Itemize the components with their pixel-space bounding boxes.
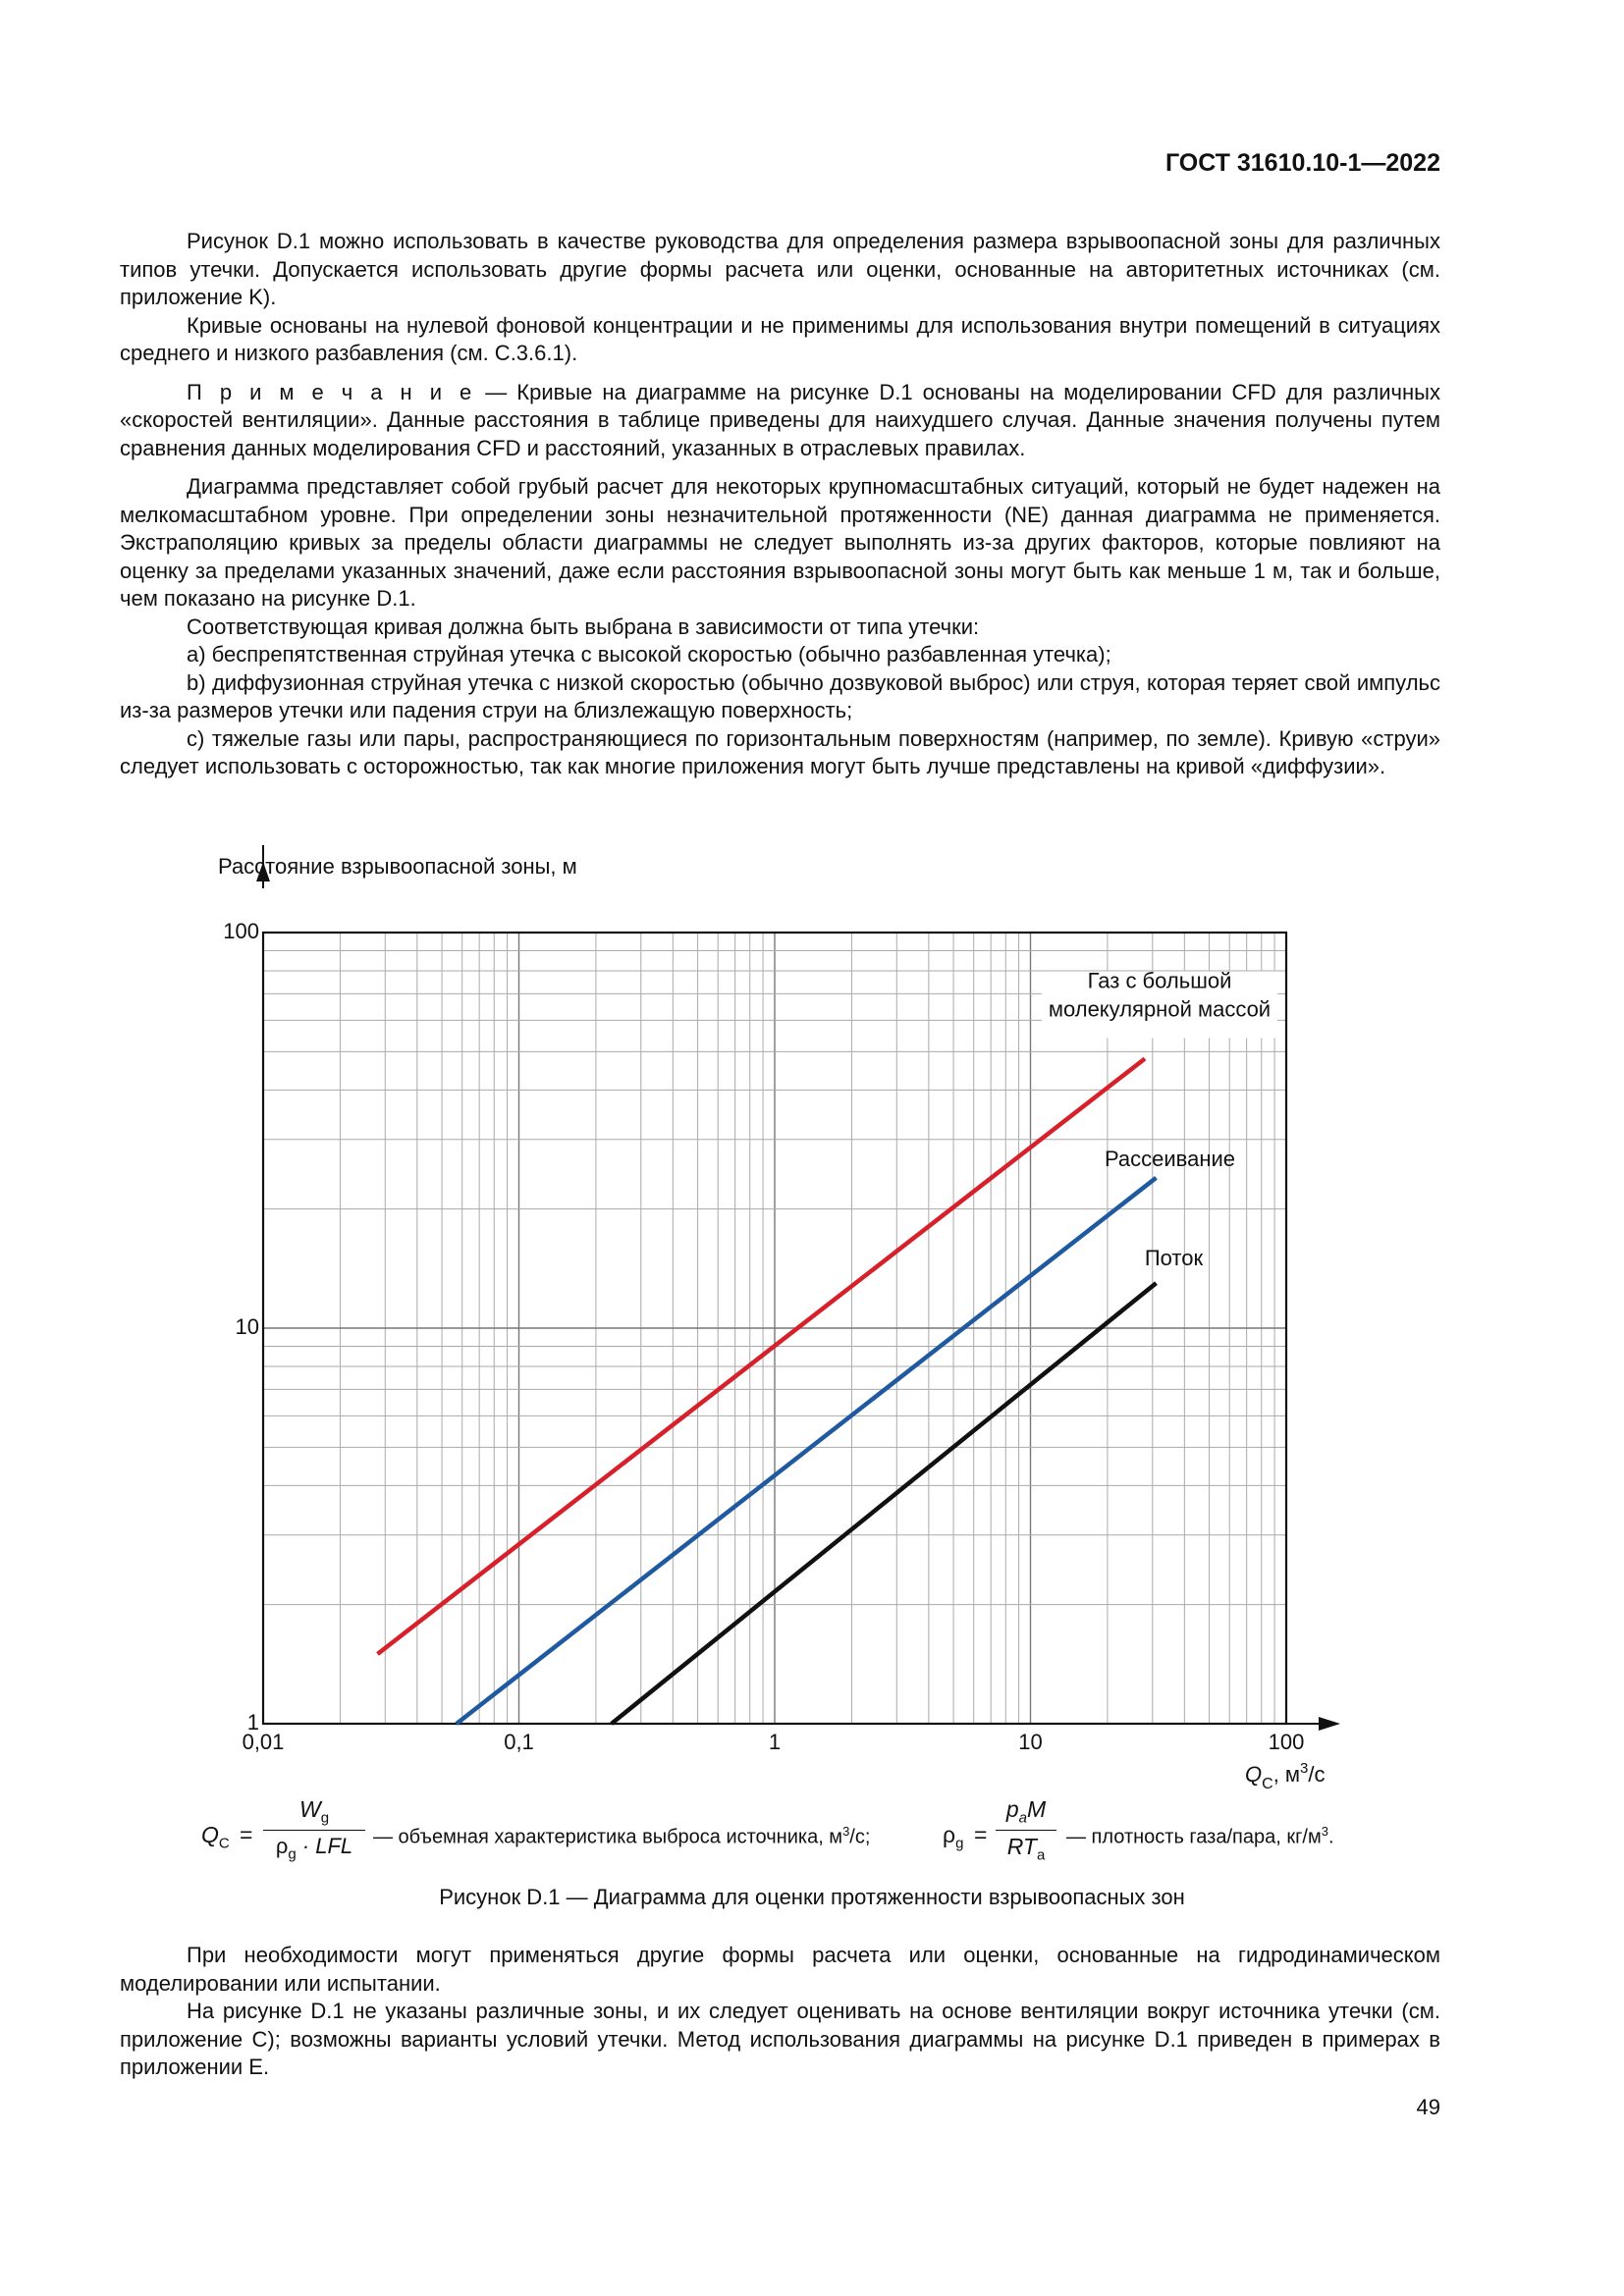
- x-axis-arrowhead: [1319, 1717, 1340, 1731]
- paragraph: При необходимости могут применяться другие формы расчета или оценки, основанные на гидродинамическом моделировании или испытании.: [120, 1943, 1440, 1996]
- document-header: ГОСТ 31610.10-1—2022: [1164, 149, 1440, 177]
- y-tick-label: 100: [223, 919, 259, 943]
- qc-description: — объемная характеристика выброса источника, $м^3/с$;: [373, 1824, 871, 1848]
- qc-symbol: $Q_C$: [201, 1822, 230, 1852]
- series-label-2: Рассеивание: [1104, 1146, 1236, 1171]
- intro-text: [120, 228, 1440, 781]
- figure-caption: Рисунок D.1 — Диаграмма для оценки протяженности взрывоопасных зон: [439, 1885, 1185, 1909]
- y-tick-label: 10: [235, 1314, 259, 1339]
- x-tick-label: 0,01: [242, 1730, 285, 1754]
- series-label-1: молекулярной массой: [1048, 996, 1272, 1022]
- series-line-2: [457, 1178, 1157, 1724]
- equals-sign: =: [974, 1822, 988, 1847]
- x-tick-label: 100: [1268, 1730, 1305, 1754]
- x-tick-label: 10: [1018, 1730, 1043, 1754]
- rho-description: — плотность газа/пара, $кг/м^3$.: [1066, 1824, 1334, 1848]
- paragraph: Диаграмма представляет собой грубый расчет для некоторых крупномасштабных ситуаций, который не будет надежен на мелкомасштабном уровне. При определении зоны незначительной протяженности (NE) данная диаграмма не применяется. Экстраполяцию кривых за пределы области диаграммы не следует выполнять из-за других факторов, которые повлияют на оценку за пределами указанных значений, даже если расстояния взрывоопасной зоны могут быть как меньше 1 м, так и больше, чем показано на рисунке D.1.: [120, 474, 1440, 611]
- closing-text: [120, 1942, 1440, 2082]
- note-text: — Кривые на диаграмме на рисунке D.1 основаны на моделировании CFD для различных «скоростей вентиляции». Данные расстояния в таблице приведены для наихудшего случая. Данные значения получены путем сравнения данных моделирования CFD и расстояний, указанных в отраслевых правилах.: [120, 379, 1440, 460]
- qc-fraction: $W_g$ $\rho_g$ · LFL: [263, 1796, 365, 1862]
- rho-fraction: $p_aM$ $RT_a$: [996, 1796, 1056, 1863]
- series-label-1: Газ с большой: [1087, 968, 1232, 993]
- series-line-1: [378, 1059, 1146, 1655]
- rho-g-symbol: $\rho_g$: [943, 1822, 964, 1852]
- note: [120, 379, 1440, 463]
- formula-block: [196, 1796, 1473, 1865]
- y-axis-title: Расстояние взрывоопасной зоны, м: [218, 854, 577, 879]
- y-tick-label: 1: [246, 1710, 259, 1735]
- series-line-3: [612, 1283, 1157, 1724]
- list-item: b) диффузионная струйная утечка с низкой скоростью (обычно дозвуковой выброс) или струя, которая теряет свой импульс из-за размеров утечки или падения струи на близлежащую поверхность;: [120, 669, 1440, 722]
- series-label-3: Поток: [1144, 1246, 1204, 1271]
- paragraph: Соответствующая кривая должна быть выбрана в зависимости от типа утечки:: [187, 614, 980, 639]
- page-number: 49: [1416, 2095, 1440, 2119]
- paragraph: Кривые основаны на нулевой фоновой концентрации и не применимы для использования внутри помещений в ситуациях среднего и низкого разбавления (см. С.3.6.1).: [120, 312, 1440, 365]
- list-item: c) тяжелые газы или пары, распространяющиеся по горизонтальным поверхностям (например, по земле). Кривую «струи» следует использовать с осторожностью, так как многие приложения могут быть лучше представлены на кривой «диффузии».: [120, 725, 1440, 778]
- zone-extent-chart: [0, 844, 1624, 1826]
- x-axis-title: $Q_C$, $м^3/с$: [1245, 1760, 1326, 1792]
- paragraph: На рисунке D.1 не указаны различные зоны, и их следует оценивать на основе вентиляции вокруг источника утечки (см. приложение C); возможны варианты условий утечки. Метод использования диаграммы на рисунке D.1 приведен в примерах в приложении E.: [120, 1999, 1440, 2079]
- list-item: a) беспрепятственная струйная утечка с высокой скоростью (обычно разбавленная утечка);: [187, 642, 1111, 667]
- x-tick-label: 1: [768, 1730, 782, 1754]
- equals-sign: =: [240, 1822, 253, 1847]
- x-tick-label: 0,1: [504, 1730, 534, 1754]
- note-label: П р и м е ч а н и е: [187, 379, 476, 404]
- paragraph: Рисунок D.1 можно использовать в качестве руководства для определения размера взрывоопасной зоны для различных типов утечки. Допускается использовать другие формы расчета или оценки, основанные на авторитетных источниках (см. приложение K).: [120, 229, 1440, 309]
